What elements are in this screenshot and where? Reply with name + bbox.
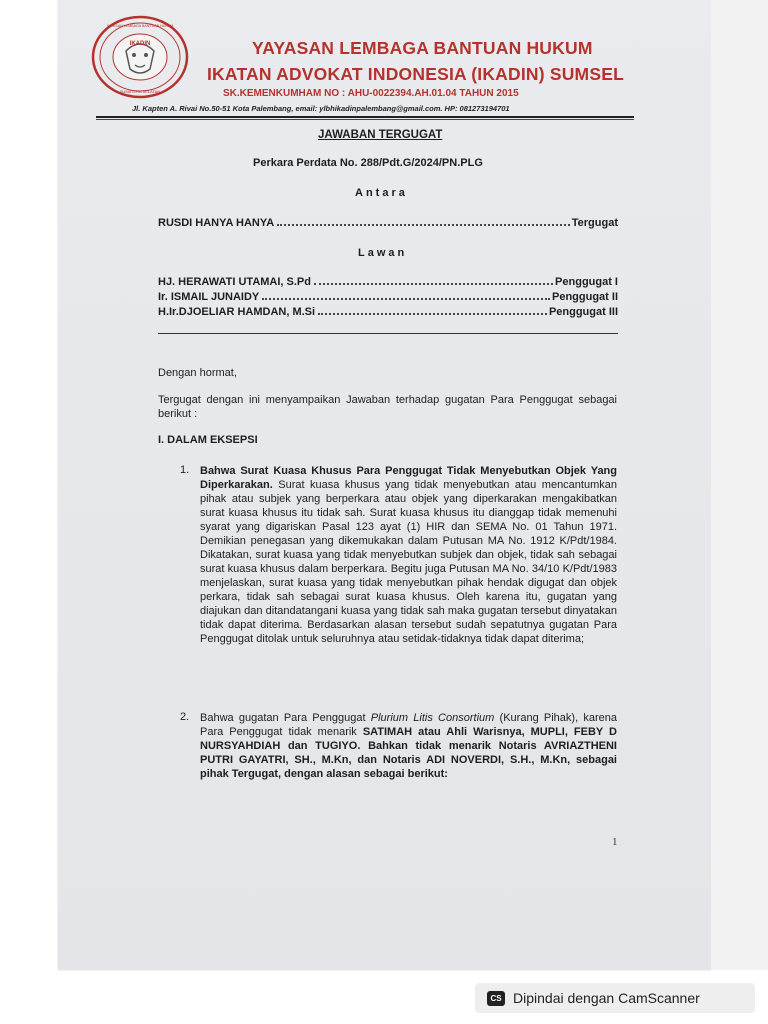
plaintiff-name: HJ. HERAWATI UTAMAI, S.Pd (158, 276, 311, 288)
point-2-bold-text: SATIMAH atau Ahli Warisnya, MUPLI, FEBY D NURSYAHDIAH dan TUGIYO. Bahkan tidak menarik Notaris AVRIAZTHENI PUTRI GAYATRI, SH., M.Kn, dan Notaris ADI NOVERDI, S.H., M.Kn, sebagai pihak Tergugat, dengan alasan sebagai berikut: (200, 726, 617, 780)
point-2-latin-term: Plurium Litis Consortium (370, 712, 495, 724)
plaintiff-line (158, 291, 618, 303)
greeting: Dengan hormat, (158, 367, 237, 379)
plaintiff-role: Penggugat III (548, 306, 618, 318)
logo-top-text: YAYASAN LEMBAGA BANTUAN HUKUM (106, 24, 174, 28)
org-address: Jl. Kapten A. Rivai No.50-51 Kota Palembang, email: ylbhikadinpalembang@gmail.com. HP: 081273194701 (132, 104, 510, 113)
plaintiff-line (158, 276, 618, 288)
letterhead-rule (96, 116, 634, 118)
lawan-label: Lawan (358, 247, 408, 259)
camscanner-text: Dipindai dengan CamScanner (513, 990, 700, 1006)
logo-center-text: IKADIN (129, 41, 151, 47)
intro-paragraph: Tergugat dengan ini menyampaikan Jawaban terhadap gugatan Para Penggugat sebagai berikut : (158, 394, 617, 420)
separator-rule (158, 333, 618, 334)
point-2-text-b: (Kurang Pihak), karena Para Penggugat tidak menarik (200, 712, 617, 738)
defendant-role: Tergugat (571, 217, 618, 229)
dot-leader (262, 298, 550, 300)
org-name-line1: YAYASAN LEMBAGA BANTUAN HUKUM (252, 38, 593, 58)
camscanner-badge (475, 983, 755, 1013)
document-title: JAWABAN TERGUGAT (318, 129, 443, 141)
plaintiff-name: Ir. ISMAIL JUNAIDY (158, 291, 260, 303)
point-1-paragraph (200, 464, 617, 646)
dot-leader (318, 313, 547, 315)
plaintiff-line (158, 306, 618, 318)
plaintiff-name: H.Ir.DJOELIAR HAMDAN, M.Si (158, 306, 316, 318)
section-heading: I. DALAM EKSEPSI (158, 434, 258, 446)
point-2-text-a: Bahwa gugatan Para Penggugat (200, 712, 366, 724)
dot-leader (277, 224, 570, 226)
point-1-heading: Bahwa Surat Kuasa Khusus Para Penggugat Tidak Menyebutkan Objek Yang Diperkarakan. (200, 465, 617, 491)
background-strip (711, 0, 768, 970)
registration-number: SK.KEMENKUMHAM NO : AHU-0022394.AH.01.04 TAHUN 2015 (223, 88, 519, 99)
letterhead-rule-thin (96, 119, 634, 120)
dot-leader (314, 283, 553, 285)
point-number: 2. (180, 711, 190, 723)
point-1-text: Surat kuasa khusus yang tidak menyebutkan atau mencantumkan pihak atau subjek yang berperkara atau objek yang diperkarakan mengakibatkan surat kuasa khusus itu tidak sah. Surat kuasa khusus itu dianggap tidak memenuhi syarat yang digariskan Pasal 123 ayat (1) HIR dan SEMA No. 01 Tahun 1971. Demikian penegasan yang dikemukakan dalam Putusan MA No. 1912 K/Pdt/1984. Dikatakan, surat kuasa yang tidak menyebutkan subjek dan objek, tidak sah sebagai surat kuasa khusus dalam berperkara. Begitu juga Putusan MA No. 34/10 K/Pdt/1983 menjelaskan, surat kuasa yang tidak menyebutkan pihak hendak digugat dan objek perkara, tidak sah sebagai surat kuasa khusus. Oleh karena itu, gugatan yang diajukan dan ditandatangani kuasa yang tidak sah maka gugatan tersebut dinyatakan tidak dapat diterima. Berdasarkan alasan tersebut sudah sepatutnya gugatan Para Penggugat ditolak untuk seluruhnya atau setidak-tidaknya tidak dapat diterima; (200, 479, 617, 645)
plaintiff-role: Penggugat II (552, 291, 618, 303)
plaintiff-role: Penggugat I (555, 276, 618, 288)
defendant-name: RUSDI HANYA HANYA (158, 217, 275, 229)
case-number: Perkara Perdata No. 288/Pdt.G/2024/PN.PLG (253, 157, 483, 169)
logo-bottom-text: SUMATERA SELATAN (119, 89, 161, 94)
camscanner-icon: CS (487, 991, 505, 1006)
point-2-paragraph (200, 711, 617, 781)
page-number: 1 (612, 836, 618, 848)
defendant-line (158, 217, 618, 229)
antara-label: Antara (355, 187, 408, 199)
org-name-line2: IKATAN ADVOKAT INDONESIA (IKADIN) SUMSEL (207, 64, 624, 84)
ikadin-logo (90, 15, 190, 99)
point-number: 1. (180, 464, 190, 476)
